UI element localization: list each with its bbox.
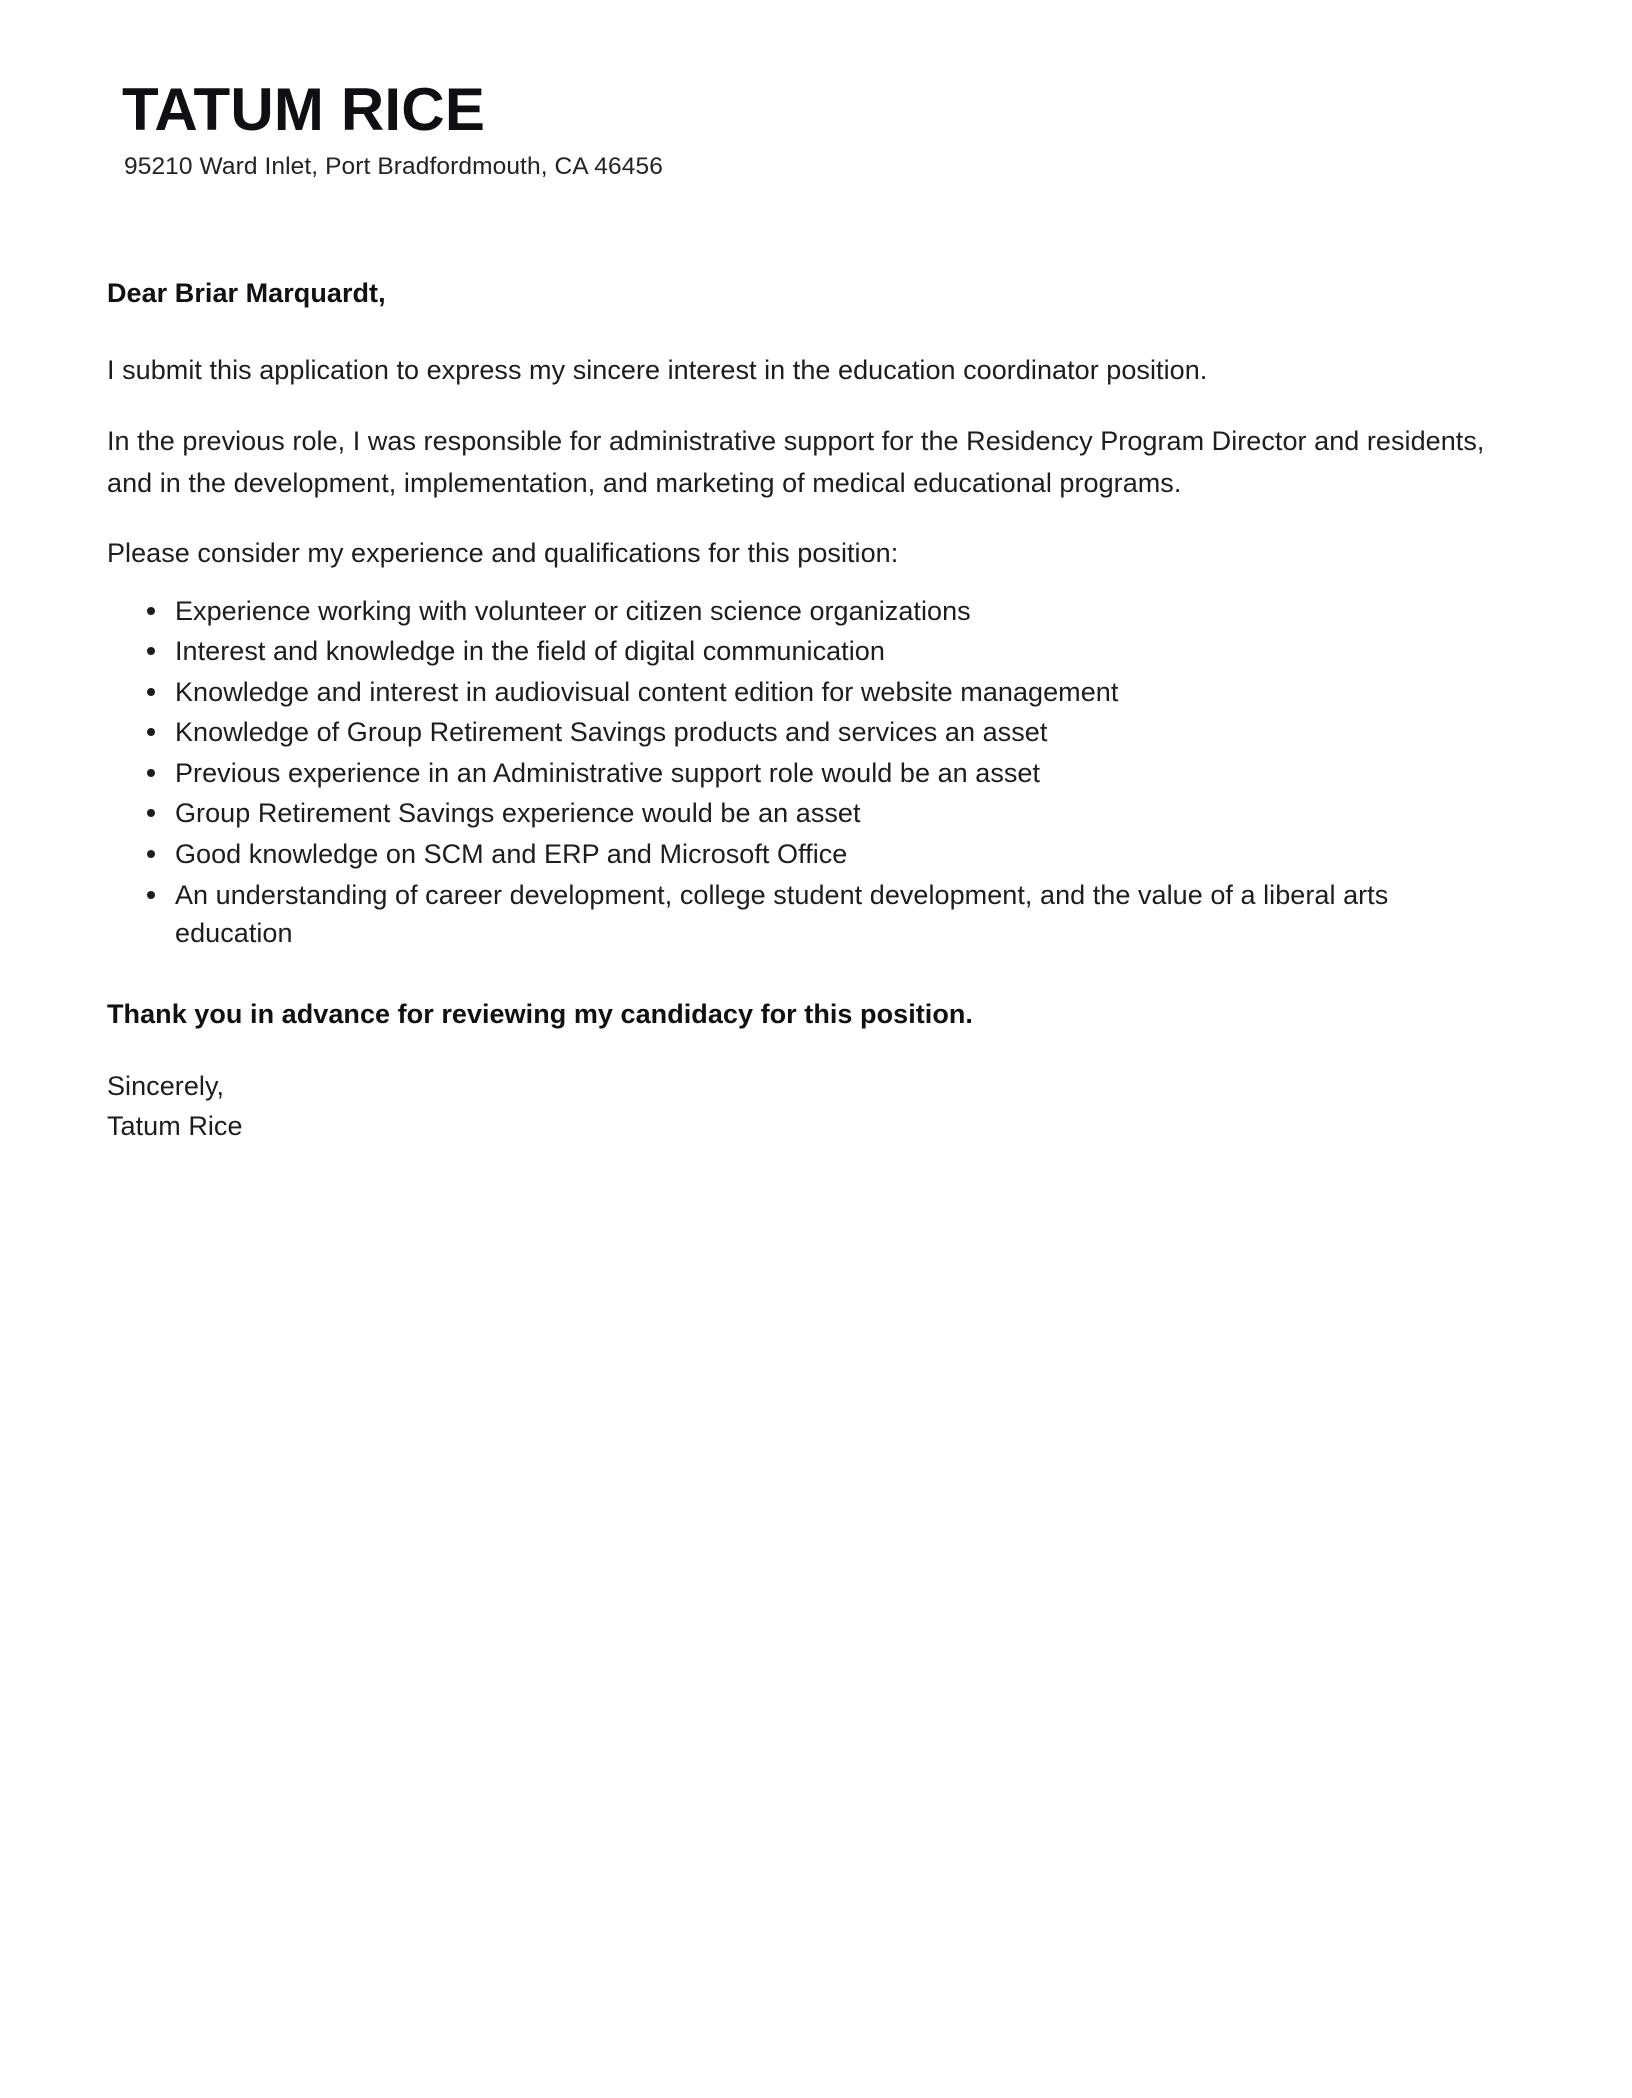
letter-greeting: Dear Briar Marquardt, [107,277,386,308]
list-item: Interest and knowledge in the field of digital communication [143,632,1512,670]
list-item: An understanding of career development, college student development, and the value of a liberal arts education [143,876,1512,952]
qualifications-intro: Please consider my experience and qualifications for this position: [107,537,899,568]
applicant-name: TATUM RICE [122,76,486,143]
signoff-salutation: Sincerely, [107,1071,225,1102]
list-item: Knowledge and interest in audiovisual content edition for website management [143,673,1512,711]
letter-body [107,275,1512,1146]
letter-paragraph-1: I submit this application to express my sincere interest in the education coordinator position. [107,355,1208,386]
closing-statement: Thank you in advance for reviewing my candidacy for this position. [107,998,973,1029]
letter-header [120,78,1512,183]
signature-block [107,1067,1512,1145]
signature-name: Tatum Rice [107,1110,243,1141]
list-item: Group Retirement Savings experience would be an asset [143,794,1512,832]
list-item: Previous experience in an Administrative support role would be an asset [143,754,1512,792]
list-item: Good knowledge on SCM and ERP and Microsoft Office [143,835,1512,873]
list-item: Experience working with volunteer or citizen science organizations [143,592,1512,630]
letter-paragraph-2: In the previous role, I was responsible for administrative support for the Residency Program Director and residents, and in the development, implementation, and marketing of medical educational programs. [107,426,1485,498]
qualifications-list [107,592,1512,952]
applicant-address: 95210 Ward Inlet, Port Bradfordmouth, CA 46456 [124,152,663,180]
list-item: Knowledge of Group Retirement Savings products and services an asset [143,713,1512,751]
